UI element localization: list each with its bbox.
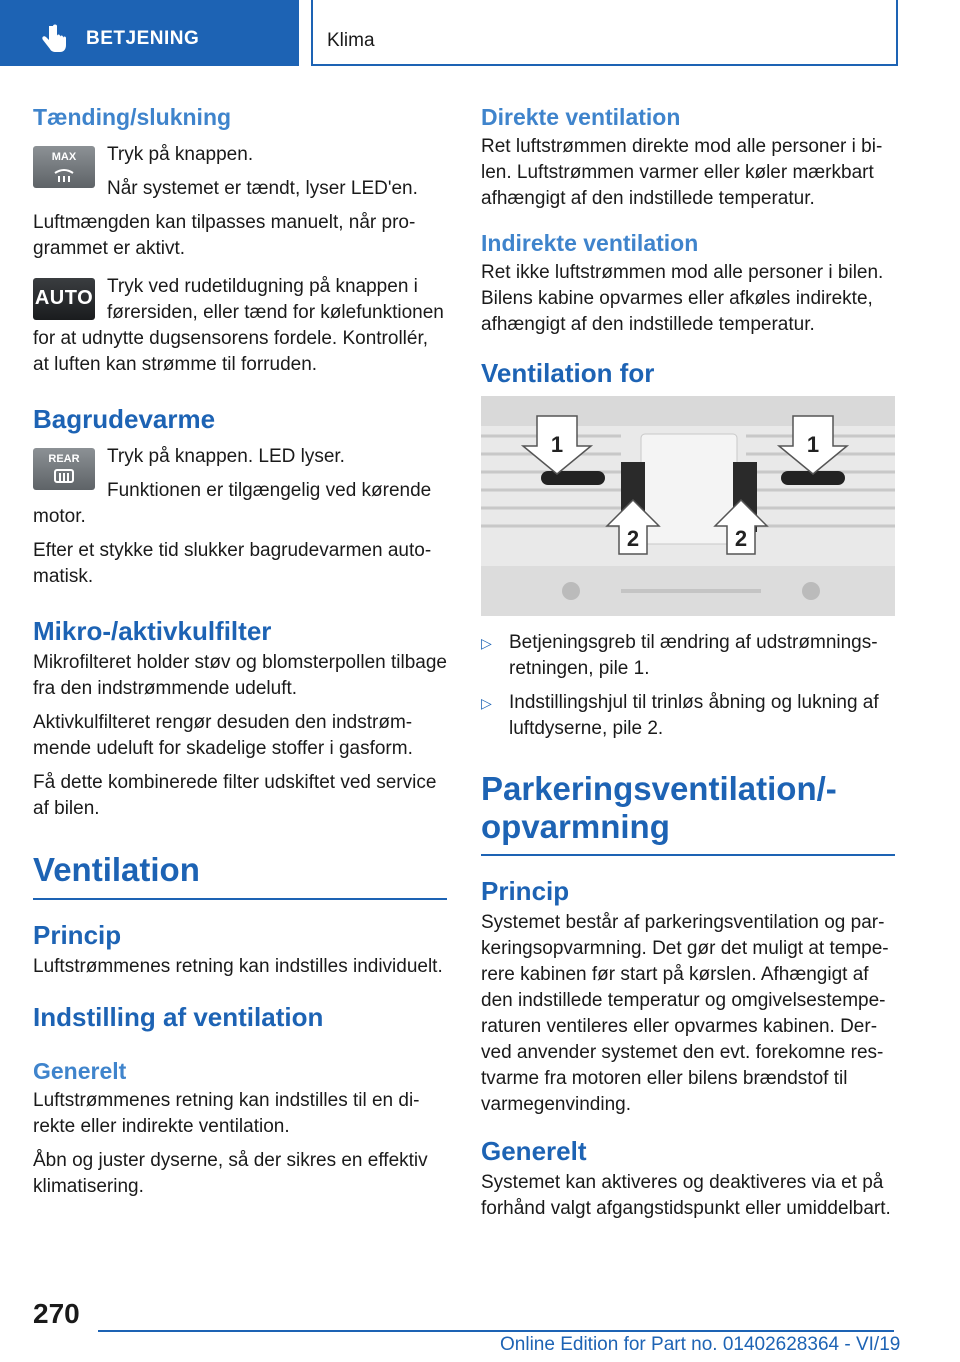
para-rear-auto: Efter et stykke tid slukker bagrudevarmen automatisk. [33,540,432,587]
heading-princip: Princip [33,920,122,950]
heading-ventilation: Ventilation [33,850,447,900]
para-parking: Systemet består af parkeringsventilation og parkeringsopvarmning. Det gør det muligt at temperere kabinen før start på kørslen. Afhængigt af den indstillede temperatur og omgivelsestemperaturen ventileres eller opvarmes kabinen. Derved anvender systemet den evt. forekomne restvarme fra motoren eller bilens brændstof til varmegenvinding. [481,912,889,1115]
para-direkte: Ret luftstrømmen direkte mod alle personer i bilen. Luftstrømmen varmer eller køler mærkbart afhængigt af den indstillede temperatur. [481,136,883,209]
heading-rear: Bagrudevarme [33,404,216,434]
footer-rule [98,1330,894,1332]
para-filter-1: Mikrofilteret holder støv og blomsterpollen tilbage fra den indstrømmende udeluft. [33,652,447,699]
right-column [481,100,895,1230]
para-press: Tryk på knappen. [107,144,254,165]
list-item: ▷ Indstillingshjul til trinløs åbning og lukning af luftdyserne, pile 2. [481,692,879,739]
triangle-bullet-icon: ▷ [481,695,492,711]
heading-princip-right: Princip [481,876,570,906]
heading-ventilation-for: Ventilation for [481,358,655,388]
para-generelt-1: Luftstrømmenes retning kan indstilles til en direkte eller indirekte ventilation. [33,1090,420,1137]
para-parking-generelt: Systemet kan aktiveres og deaktiveres via et på forhånd valgt afgangstidspunkt eller umiddelbart. [481,1172,891,1219]
figure-legend-list [481,630,895,742]
para-auto: Tryk ved rudetildugning på knappen i førersiden, eller tænd for kølefunktionen for at udnytte dugsensorens fordele. Kontrollér, at luften kan strømme til forruden. [33,276,444,375]
heading-indirekte: Indirekte ventilation [481,230,699,256]
section-label: BETJENING [86,28,200,49]
auto-button-icon: AUTO [33,278,95,320]
para-airflow: Luftmængden kan tilpasses manuelt, når programmet er aktivt. [33,212,416,259]
para-led: Når systemet er tændt, lyser LED'en. [107,178,418,199]
para-filter-2: Aktivkulfilteret rengør desuden den indstrømmende udeluft for skadelige stoffer i gasform. [33,712,413,759]
chapter-title-box [311,0,898,66]
footer-edition: Online Edition for Part no. 01402628364 - VI/19 [500,1334,901,1355]
svg-text:1: 1 [806,432,820,457]
svg-text:1: 1 [550,432,564,457]
left-column [33,100,447,1208]
page-number: 270 [33,1298,80,1329]
para-generelt-2: Åbn og juster dyserne, så der sikres en effektiv klimatisering. [33,1150,428,1197]
heading-generelt-left: Generelt [33,1058,127,1084]
section-tab [0,0,299,66]
heading-filter: Mikro-/aktivkulfilter [33,616,272,646]
para-indirekte: Ret ikke luftstrømmen mod alle personer i bilen. Bilens kabine opvarmes eller afkøles indirekte, afhængigt af den indstillede temperatur. [481,262,884,335]
svg-text:2: 2 [626,526,640,551]
heading-indstilling: Indstilling af ventilation [33,1002,324,1032]
heading-parking: Parkeringsventilation/-opvarmning [481,770,895,856]
heading-onoff: Tænding/slukning [33,104,232,130]
list-item: ▷ Betjeningsgreb til ændring af udstrømningsretningen, pile 1. [481,632,878,679]
para-rear-press: Tryk på knappen. LED lyser. [107,446,345,467]
max-defrost-button-icon: MAX [33,146,95,188]
triangle-bullet-icon: ▷ [481,635,492,651]
heading-direkte: Direkte ventilation [481,104,681,130]
hand-pointer-icon [40,24,68,54]
para-princip: Luftstrømmenes retning kan indstilles individuelt. [33,956,443,977]
chapter-title: Klima [327,30,375,51]
rear-defrost-button-icon: REAR [33,448,95,490]
vent-figure [481,396,895,616]
svg-text:2: 2 [734,526,748,551]
heading-generelt-right: Generelt [481,1136,587,1166]
para-rear-engine: Funktionen er tilgængelig ved kørende motor. [33,480,432,527]
para-filter-3: Få dette kombinerede filter udskiftet ved service af bilen. [33,772,437,819]
